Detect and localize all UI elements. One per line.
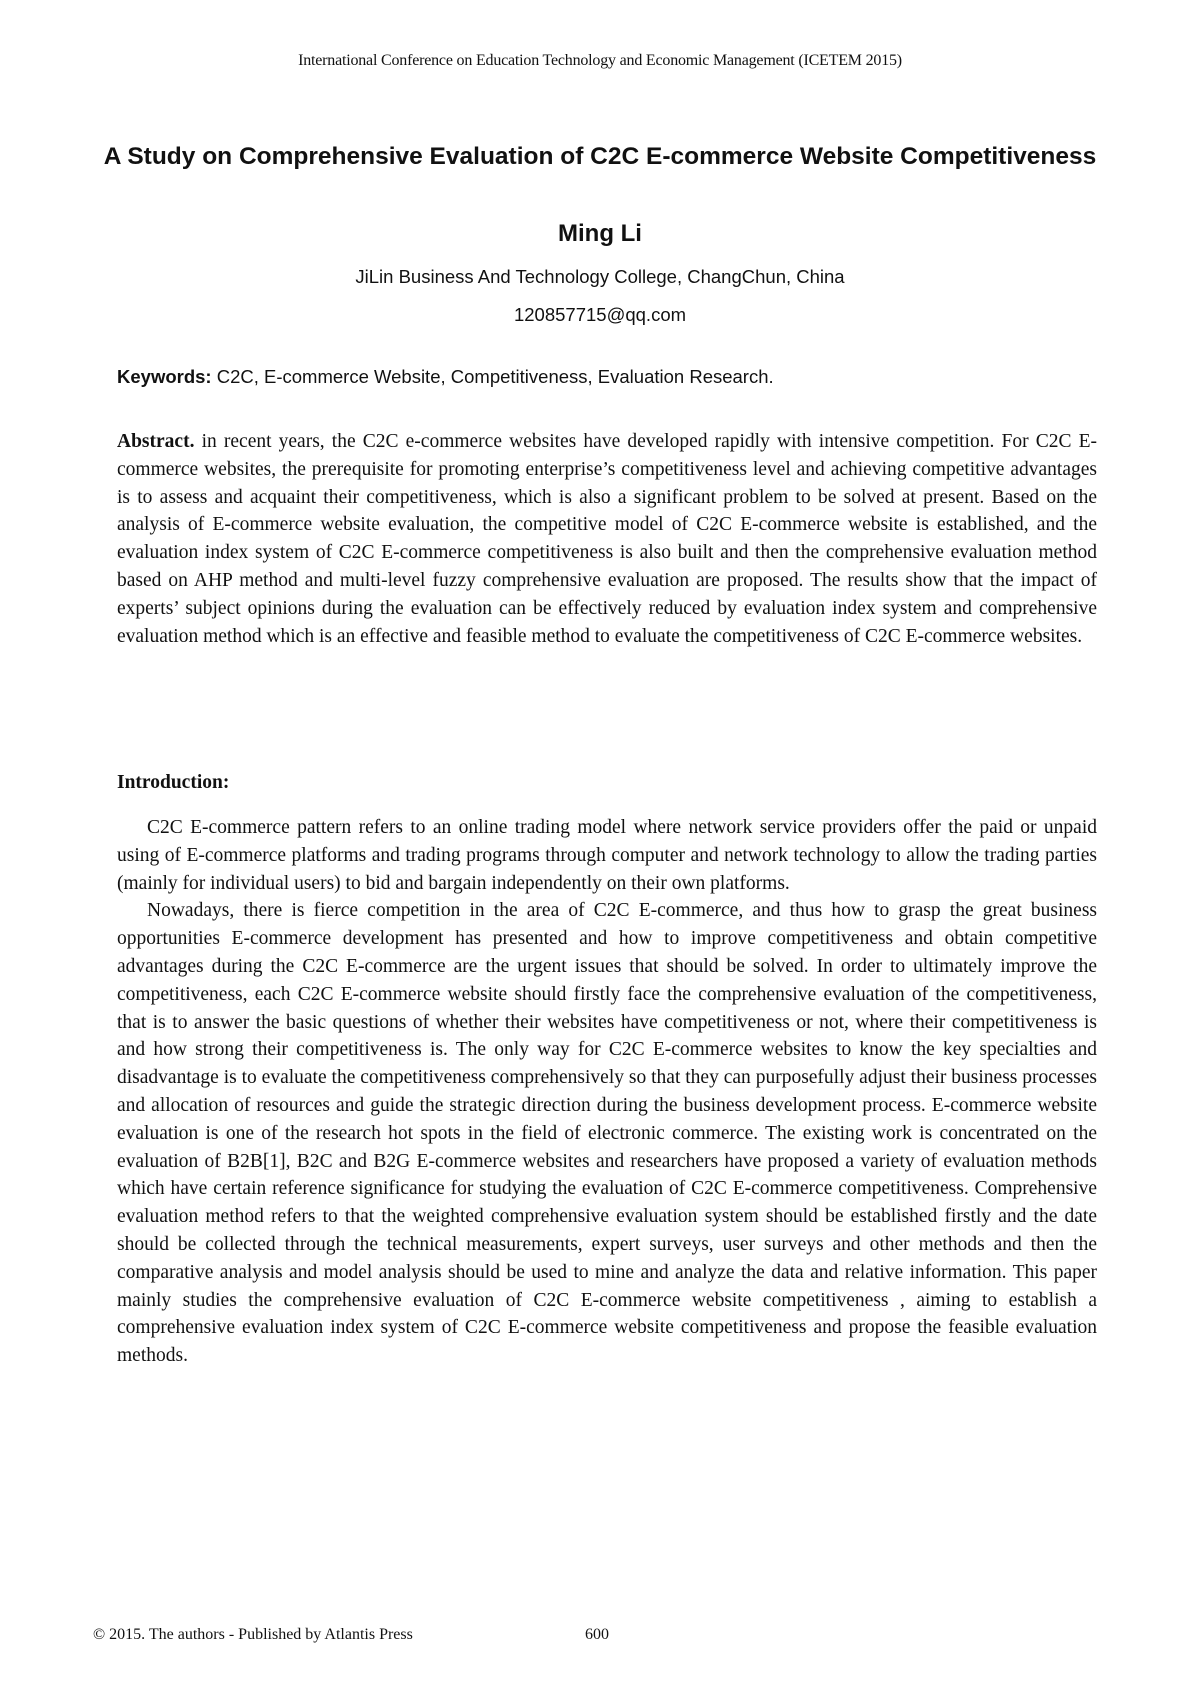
conference-running-head: International Conference on Education Technology and Economic Management (ICETEM 2015) (298, 52, 902, 69)
author-name: Ming Li (558, 220, 642, 247)
introduction-section (117, 814, 1097, 1370)
abstract-label: Abstract. (117, 431, 195, 452)
intro-paragraph-2: Nowadays, there is fierce competition in the area of C2C E-commerce, and thus how to grasp the great business opportunities E-commerce development has presented and how to improve competitiveness and obtain competitive advantages during the C2C E-commerce are the urgent issues that should be solved. In order to ultimately improve the competitiveness, each C2C E-commerce website should firstly face the comprehensive evaluation of the competitiveness, that is to answer the basic questions of whether their websites have competitiveness or not, where their competitiveness is and how strong their competitiveness is. The only way for C2C E-commerce websites to know the key specialties and disadvantage is to evaluate the competitiveness comprehensively so that they can purposefully adjust their business processes and allocation of resources and guide the strategic direction during the business development process. E-commerce website evaluation is one of the research hot spots in the field of electronic commerce. The existing work is concentrated on the evaluation of B2B[1], B2C and B2G E-commerce websites and researchers have proposed a variety of evaluation methods which have certain reference significance for studying the evaluation of C2C E-commerce competitiveness. Comprehensive evaluation method refers to that the weighted comprehensive evaluation system should be established firstly and the date should be collected through the technical measurements, expert surveys, user surveys and other methods and then the comparative analysis and model analysis should be used to mine and analyze the data and relative information. This paper mainly studies the comprehensive evaluation of C2C E-commerce website competitiveness , aiming to establish a comprehensive evaluation index system of C2C E-commerce website competitiveness and propose the feasible evaluation methods. (117, 900, 1097, 1367)
keywords-label: Keywords: (117, 366, 212, 387)
paper-title: A Study on Comprehensive Evaluation of C2C E-commerce Website Competitiveness (103, 143, 1097, 170)
abstract-paragraph (117, 428, 1097, 650)
keywords-text: C2C, E-commerce Website, Competitiveness, Evaluation Research. (211, 366, 774, 387)
copyright-footer: © 2015. The authors - Published by Atlantis Press (93, 1626, 413, 1643)
author-email: 120857715@qq.com (513, 304, 687, 325)
author-affiliation: JiLin Business And Technology College, ChangChun, China (355, 266, 845, 287)
keywords-line (117, 366, 1097, 388)
introduction-heading: Introduction: (117, 772, 230, 793)
page-number: 600 (585, 1626, 609, 1643)
abstract-text: in recent years, the C2C e-commerce websites have developed rapidly with intensive competition. For C2C E-commerce websites, the prerequisite for promoting enterprise’s competitiveness level and achieving competitive advantages is to assess and acquaint their competitiveness, which is also a significant problem to be solved at present. Based on the analysis of E-commerce website evaluation, the competitive model of C2C E-commerce website is established, and the evaluation index system of C2C E-commerce competitiveness is also built and then the comprehensive evaluation method based on AHP method and multi-level fuzzy comprehensive evaluation are proposed. The results show that the impact of experts’ subject opinions during the evaluation can be effectively reduced by evaluation index system and comprehensive evaluation method which is an effective and feasible method to evaluate the competitiveness of C2C E-commerce websites. (117, 431, 1097, 647)
intro-paragraph-1: C2C E-commerce pattern refers to an online trading model where network service providers offer the paid or unpaid using of E-commerce platforms and trading programs through computer and network technology to allow the trading parties (mainly for individual users) to bid and bargain independently on their own platforms. (117, 817, 1097, 894)
